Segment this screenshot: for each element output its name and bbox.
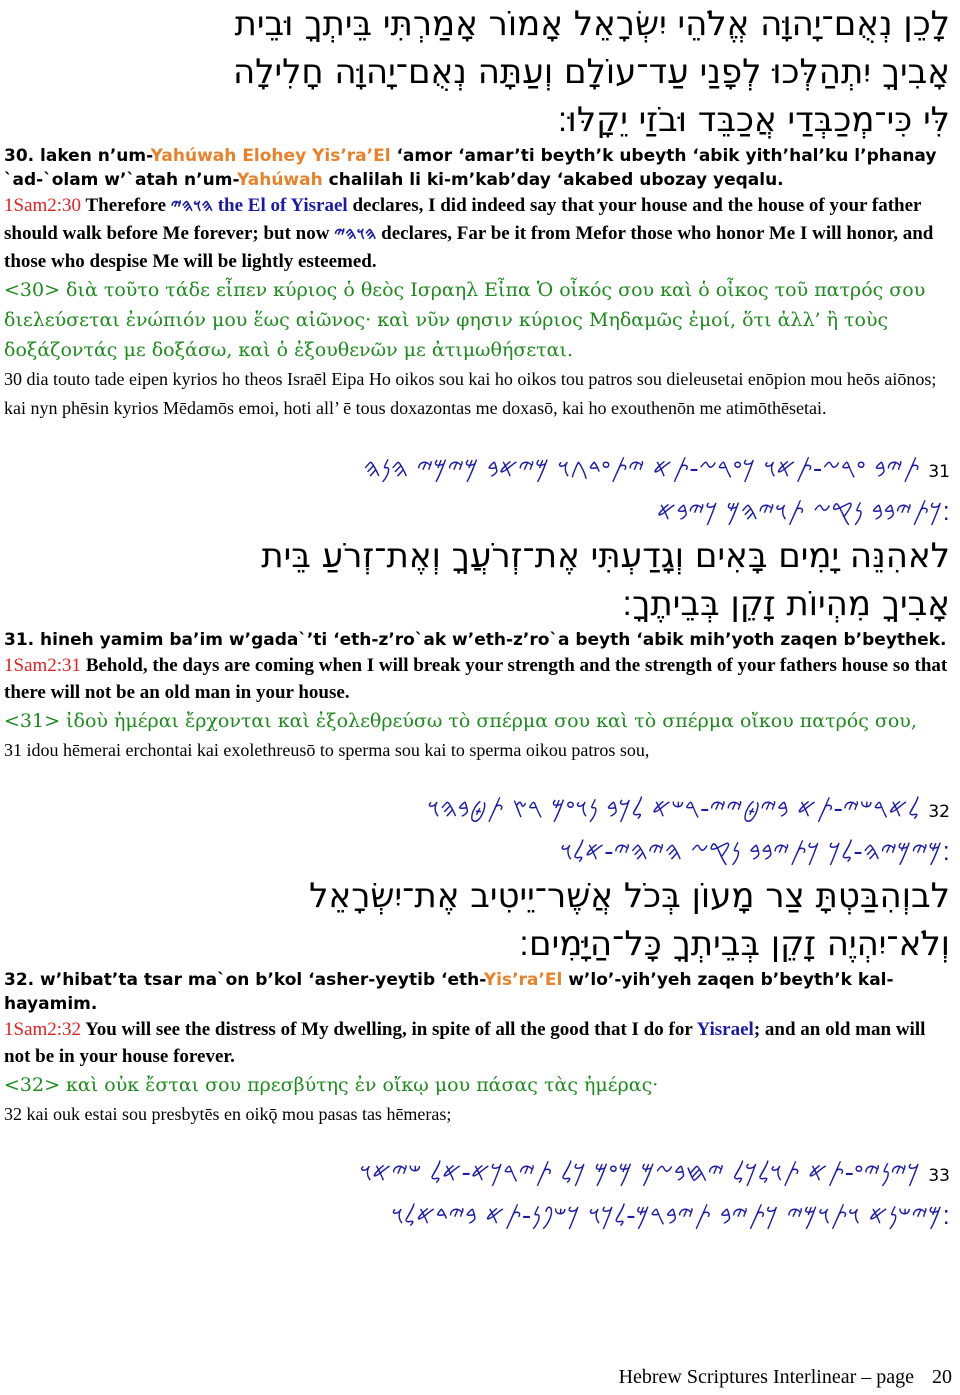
translit-name: Yis’ra’El <box>312 146 391 166</box>
paleo-text: ׃𐤌𐤉𐤔𐤍𐤀 𐤅𐤕𐤅𐤌𐤉 𐤊𐤕𐤉𐤁 𐤕𐤉𐤁𐤓𐤌-𐤋𐤊𐤅 𐤊𐤔𐤐𐤍-𐤕𐤀 𐤁𐤉𐤃𐤀𐤋𐤅 <box>391 1201 950 1231</box>
english-translation <box>0 1016 960 1070</box>
translit-name: Yahúwah <box>150 146 237 166</box>
verse-number: 32 <box>928 802 950 822</box>
greek-text: <31> ἰδοὺ ἡμέραι ἔρχονται καὶ ἐξολεθρεύσω τὸ σπέρμα σου καὶ τὸ σπέρμα οἴκου πατρός σου, <box>4 710 917 732</box>
translit-text: w’lo’-yih’yeh zaqen b’beyth’k kal-hayamim. <box>4 970 894 1014</box>
verse-31 <box>0 423 960 765</box>
hebrew-line <box>0 532 960 580</box>
hebrew-line <box>0 0 960 48</box>
verse-number: 31 <box>928 462 950 482</box>
verse-reference: 1Sam2:30 <box>4 195 82 216</box>
greek-text: <32> καὶ οὐκ ἔσται σου πρεσβύτης ἐν οἴκῳ μου πάσας τὰς ἡμέρας· <box>4 1074 659 1096</box>
english-text: declares, I did indeed say that your house and the house of your father should walk before Me forever; but now <box>4 195 922 244</box>
footer-title: Hebrew Scriptures Interlinear – page <box>618 1366 914 1388</box>
translit-text: 32. w’hibat’ta tsar ma`on b’kol ‘asher-yeytib ‘eth- <box>4 970 484 990</box>
paleo-line <box>0 1153 960 1196</box>
english-text: declares, Far be it from Mefor those who honor Me I will honor, and those who despise Me will be lightly esteemed. <box>4 223 934 272</box>
paleo-text: ׃𐤊𐤕𐤉𐤁𐤁 𐤍𐤒𐤆 𐤕𐤅𐤉𐤄𐤌 𐤊𐤉𐤁𐤀 <box>656 497 950 527</box>
paleo-line <box>0 449 960 492</box>
transliteration <box>0 144 960 192</box>
paleo-text: ׃𐤌𐤉𐤌𐤉𐤄-𐤋𐤊 𐤊𐤕𐤉𐤁𐤁 𐤍𐤒𐤆 𐤄𐤉𐤄𐤉-𐤀𐤋𐤅 <box>560 837 950 867</box>
paleo-line <box>0 832 960 872</box>
greek-transliteration: 30 dia touto tade eipen kyrios ho theos Israēl Eipa Ho oikos sou kai ho oikos tou patros sou dieleusetai enōpion mou heōs aiōnos; kai nyn phēsin kyrios Mēdamōs emoi, hoti all’ ē tous doxazontas me doxasō, kai ho exouthenōn me atimōthēsetai. <box>4 369 937 418</box>
translit-text: chalilah li ki-m’kab’day ‘akabed ubozay yeqalu. <box>322 170 784 190</box>
divine-name-paleo: 𐤄𐤅𐤄𐤉 <box>334 224 377 244</box>
english-text: Therefore <box>81 195 171 216</box>
english-text: the <box>212 195 248 216</box>
divine-name-paleo: 𐤄𐤅𐤄𐤉 <box>170 196 213 216</box>
verse-reference: 1Sam2:32 <box>4 1019 82 1040</box>
translit-text: 30. laken n’um- <box>4 146 151 166</box>
hebrew-text: לִּי כִּי־מְכַבְּדַי אֲכַבֵּד וּבֹזַי יֵקָלּוּ׃ <box>557 100 950 140</box>
english-text: You will see the distress of My dwelling, in spite of all the good that I do for <box>81 1019 697 1040</box>
transliteration: 31. hineh yamim ba’im w’gada`’ti ‘eth-z’ro`ak w’eth-z’ro`a beyth ‘abik mih’yoth zaqen b’beythek. <box>4 630 947 650</box>
english-name: Yisrael <box>290 195 348 216</box>
verse-32 <box>0 765 960 1129</box>
verse-number: 33 <box>928 1166 950 1186</box>
translit-name: Yis’ra’El <box>483 970 563 990</box>
verse-reference: 1Sam2:31 <box>4 655 82 676</box>
hebrew-text: לאהִנֵּה יָמִים בָּאִים וְגָדַעְתִּי אֶת־זְרֹעֲךָ וְאֶת־זְרֹעַ בֵּית <box>261 536 950 576</box>
hebrew-text: וְלֹא־יִהְיֶה זָקֵן בְּבֵיתְךָ כָּל־הַיָּמִים׃ <box>519 924 950 964</box>
paleo-text: 𐤕𐤉𐤁 𐤏𐤓𐤆-𐤕𐤀𐤅 𐤊𐤏𐤓𐤆-𐤕𐤀 𐤉𐤕𐤏𐤃𐤂𐤅 𐤌𐤉𐤀𐤁 𐤌𐤉𐤌𐤉 𐤄𐤍𐤄 <box>363 454 921 484</box>
hebrew-line <box>0 48 960 96</box>
english-name: Yisrael <box>696 1019 754 1040</box>
english-translation <box>0 652 960 706</box>
verse-30 <box>0 0 960 423</box>
hebrew-text: לָכֵן נְאֻם־יָהוָּה אֱלֹהֵי יִשְׂרָאֵל אָמוֹר אָמַרְתִּי בֵּיתְךָ וּבֵית <box>234 4 950 44</box>
hebrew-text: אָבִיךָ יִתְהַלְּכוּ לְפָנַי עַד־עוֹלָם וְעַתָּה נְאֻם־יָהוָּה חָלִילָה <box>232 52 950 92</box>
transliteration <box>0 968 960 1016</box>
page-footer <box>619 1366 952 1389</box>
english-text: of <box>265 195 291 216</box>
hebrew-line <box>0 872 960 920</box>
paleo-text: 𐤊𐤉𐤍𐤉𐤏-𐤕𐤀 𐤕𐤅𐤋𐤊𐤋 𐤉𐤇𐤁𐤆𐤌 𐤌𐤏𐤌 𐤊𐤋 𐤕𐤉𐤓𐤊𐤀-𐤀𐤋 𐤔𐤉𐤀𐤅 <box>359 1158 921 1188</box>
hebrew-text: לבוְהִבַּטְתָּ צַר מָעוֹן בְּכֹל אֲשֶׁר־יֵיטִיב אֶת־יִשְׂרָאֵל <box>309 876 950 916</box>
greek-transliteration: 31 idou hēmerai erchontai kai exolethreusō to sperma sou kai to sperma oikou patros sou, <box>4 740 650 760</box>
page-number: 20 <box>932 1366 952 1388</box>
translit-name: Yahúwah <box>237 170 323 190</box>
greek-transliteration: 32 kai ouk estai sou presbytēs en oikǭ mou pasas tas hēmeras; <box>4 1104 452 1124</box>
greek-text: <30> διὰ τοῦτο τάδε εἶπεν κύριος ὁ θεὸς Ισραηλ Εἶπα Ὁ οἶκός σου καὶ ὁ οἶκος τοῦ πατρός σου διελεύσεται ἐνώπιόν μου ἕως αἰῶνος· καὶ νῦν φησιν κύριος Μηδαμῶς ἐμοί, ὅτι ἀλλ’ ἢ τοὺς δοξάζοντάς με δοξάσω, καὶ ὁ ἐξουθενῶν με ἀτιμωθήσεται. <box>4 279 926 361</box>
paleo-text: 𐤋𐤀𐤓𐤔𐤉-𐤕𐤀 𐤁𐤉𐤈𐤉𐤉-𐤓𐤔𐤀 𐤋𐤊𐤁 𐤍𐤅𐤏𐤌 𐤓𐤑 𐤕𐤈𐤁𐤄𐤅 <box>427 794 921 824</box>
translit-name: Elohey <box>242 146 307 166</box>
translit-text: ‘amor ‘amar’ti beyth’k ubeyth ‘abik yith’hal’ku l’phanay `ad-`olam w’`atah n’um- <box>4 146 937 190</box>
paleo-line <box>0 789 960 832</box>
hebrew-text: אָבִיךָ מִהְיוֹת זָקֵן בְּבֵיתֶךָ׃ <box>622 584 950 624</box>
hebrew-line <box>0 96 960 144</box>
english-text: ; and an old man will not be in your house forever. <box>4 1019 926 1067</box>
hebrew-line <box>0 920 960 968</box>
verse-33 <box>0 1129 960 1236</box>
paleo-line <box>0 1196 960 1236</box>
english-name: El <box>247 195 266 216</box>
english-text: Behold, the days are coming when I will break your strength and the strength of your fathers house so that there will not be an old man in your house. <box>4 655 948 703</box>
paleo-line <box>0 492 960 532</box>
english-translation <box>0 192 960 275</box>
hebrew-line <box>0 580 960 628</box>
